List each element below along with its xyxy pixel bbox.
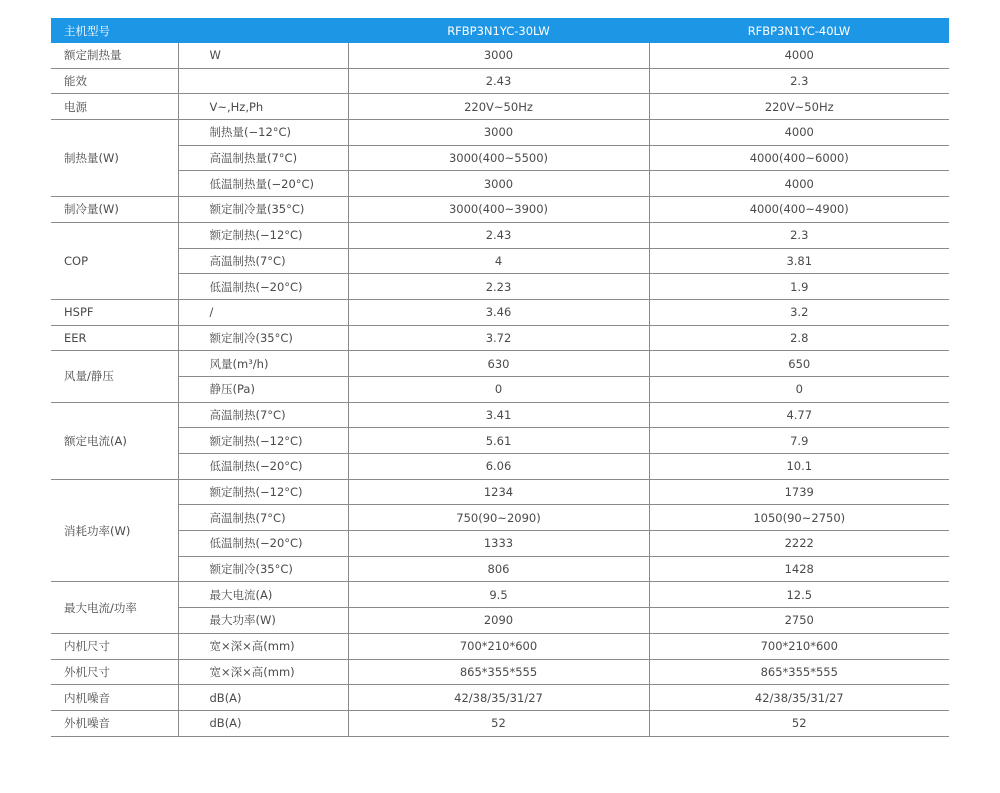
row-sub-label: 额定制冷(35°C) [178,556,348,582]
table-row [51,325,949,351]
value-model-2: 220V~50Hz [649,94,949,120]
table-row [51,710,949,736]
row-sub-label: V~,Hz,Ph [178,94,348,120]
row-sub-label: dB(A) [178,685,348,711]
value-model-1: 3000(400~3900) [348,197,649,223]
value-model-1: 52 [348,710,649,736]
value-model-2: 7.9 [649,428,949,454]
row-sub-label: / [178,299,348,325]
row-sub-label: 额定制冷(35°C) [178,325,348,351]
row-sub-label: 风量(m³/h) [178,351,348,377]
table-row [51,428,949,454]
row-group-name: COP [51,222,178,299]
value-model-2: 4000(400~4900) [649,197,949,223]
table-row [51,299,949,325]
row-sub-label: 最大电流(A) [178,582,348,608]
value-model-2: 2.3 [649,222,949,248]
table-row [51,659,949,685]
row-group-name: 制热量(W) [51,120,178,197]
row-sub-label: dB(A) [178,710,348,736]
row-sub-label: 高温制热(7°C) [178,505,348,531]
value-model-1: 3.41 [348,402,649,428]
value-model-1: 3000 [348,43,649,68]
value-model-1: 3000 [348,171,649,197]
value-model-1: 5.61 [348,428,649,454]
row-sub-label: 额定制热(−12°C) [178,428,348,454]
value-model-2: 1050(90~2750) [649,505,949,531]
header-model-1: RFBP3N1YC-30LW [348,18,649,43]
value-model-1: 2.43 [348,222,649,248]
table-row [51,197,949,223]
row-sub-label: 额定制冷量(35°C) [178,197,348,223]
value-model-2: 12.5 [649,582,949,608]
table-header-row [51,18,949,43]
row-group-name: 制冷量(W) [51,197,178,223]
table-row [51,479,949,505]
table-row [51,556,949,582]
row-sub-label: 低温制热量(−20°C) [178,171,348,197]
value-model-1: 9.5 [348,582,649,608]
table-row [51,454,949,480]
value-model-2: 10.1 [649,454,949,480]
value-model-1: 750(90~2090) [348,505,649,531]
row-sub-label: 低温制热(−20°C) [178,454,348,480]
row-group-name: 电源 [51,94,178,120]
value-model-1: 220V~50Hz [348,94,649,120]
value-model-1: 700*210*600 [348,633,649,659]
value-model-1: 806 [348,556,649,582]
value-model-2: 2.8 [649,325,949,351]
value-model-2: 2.3 [649,68,949,94]
value-model-1: 4 [348,248,649,274]
row-group-name: 外机噪音 [51,710,178,736]
value-model-1: 2090 [348,608,649,634]
value-model-1: 1333 [348,531,649,557]
value-model-2: 650 [649,351,949,377]
value-model-1: 1234 [348,479,649,505]
row-group-name: 内机尺寸 [51,633,178,659]
value-model-1: 0 [348,376,649,402]
value-model-1: 3.72 [348,325,649,351]
table-row [51,120,949,146]
table-row [51,402,949,428]
value-model-1: 630 [348,351,649,377]
table-row [51,94,949,120]
value-model-2: 2222 [649,531,949,557]
row-sub-label: 宽×深×高(mm) [178,633,348,659]
row-sub-label: 高温制热(7°C) [178,402,348,428]
table-row [51,582,949,608]
row-sub-label: 静压(Pa) [178,376,348,402]
value-model-2: 3.81 [649,248,949,274]
row-group-name: 额定电流(A) [51,402,178,479]
value-model-1: 3000 [348,120,649,146]
table-row [51,43,949,68]
value-model-1: 3000(400~5500) [348,145,649,171]
value-model-2: 1739 [649,479,949,505]
value-model-2: 42/38/35/31/27 [649,685,949,711]
row-sub-label: 额定制热(−12°C) [178,479,348,505]
value-model-1: 3.46 [348,299,649,325]
row-sub-label: 低温制热(−20°C) [178,531,348,557]
value-model-1: 2.43 [348,68,649,94]
table-row [51,685,949,711]
table-row [51,351,949,377]
value-model-1: 42/38/35/31/27 [348,685,649,711]
table-row [51,68,949,94]
row-group-name: 额定制热量 [51,43,178,68]
value-model-2: 4000 [649,171,949,197]
value-model-2: 4.77 [649,402,949,428]
value-model-2: 2750 [649,608,949,634]
row-group-name: 风量/静压 [51,351,178,402]
value-model-2: 52 [649,710,949,736]
value-model-2: 1428 [649,556,949,582]
value-model-2: 4000 [649,120,949,146]
value-model-2: 3.2 [649,299,949,325]
value-model-2: 4000 [649,43,949,68]
header-model-2: RFBP3N1YC-40LW [649,18,949,43]
row-group-name: 内机噪音 [51,685,178,711]
value-model-1: 865*355*555 [348,659,649,685]
table-row [51,531,949,557]
row-sub-label: 最大功率(W) [178,608,348,634]
value-model-2: 700*210*600 [649,633,949,659]
row-group-name: 能效 [51,68,178,94]
row-group-name: 外机尺寸 [51,659,178,685]
row-sub-label: 低温制热(−20°C) [178,274,348,300]
table-row [51,505,949,531]
row-sub-label: 高温制热(7°C) [178,248,348,274]
row-sub-label: 高温制热量(7°C) [178,145,348,171]
row-group-name: 消耗功率(W) [51,479,178,582]
row-sub-label: 制热量(−12°C) [178,120,348,146]
table-row [51,608,949,634]
row-group-name: EER [51,325,178,351]
row-group-name: 最大电流/功率 [51,582,178,633]
table-row [51,171,949,197]
spec-table [51,18,949,737]
value-model-1: 6.06 [348,454,649,480]
value-model-2: 4000(400~6000) [649,145,949,171]
row-sub-label [178,68,348,94]
header-label: 主机型号 [51,18,348,43]
value-model-2: 0 [649,376,949,402]
row-sub-label: 宽×深×高(mm) [178,659,348,685]
row-sub-label: W [178,43,348,68]
value-model-2: 865*355*555 [649,659,949,685]
spec-table-body [51,43,949,736]
row-sub-label: 额定制热(−12°C) [178,222,348,248]
table-row [51,222,949,248]
table-row [51,633,949,659]
value-model-2: 1.9 [649,274,949,300]
table-row [51,274,949,300]
value-model-1: 2.23 [348,274,649,300]
table-row [51,248,949,274]
row-group-name: HSPF [51,299,178,325]
table-row [51,145,949,171]
table-row [51,376,949,402]
